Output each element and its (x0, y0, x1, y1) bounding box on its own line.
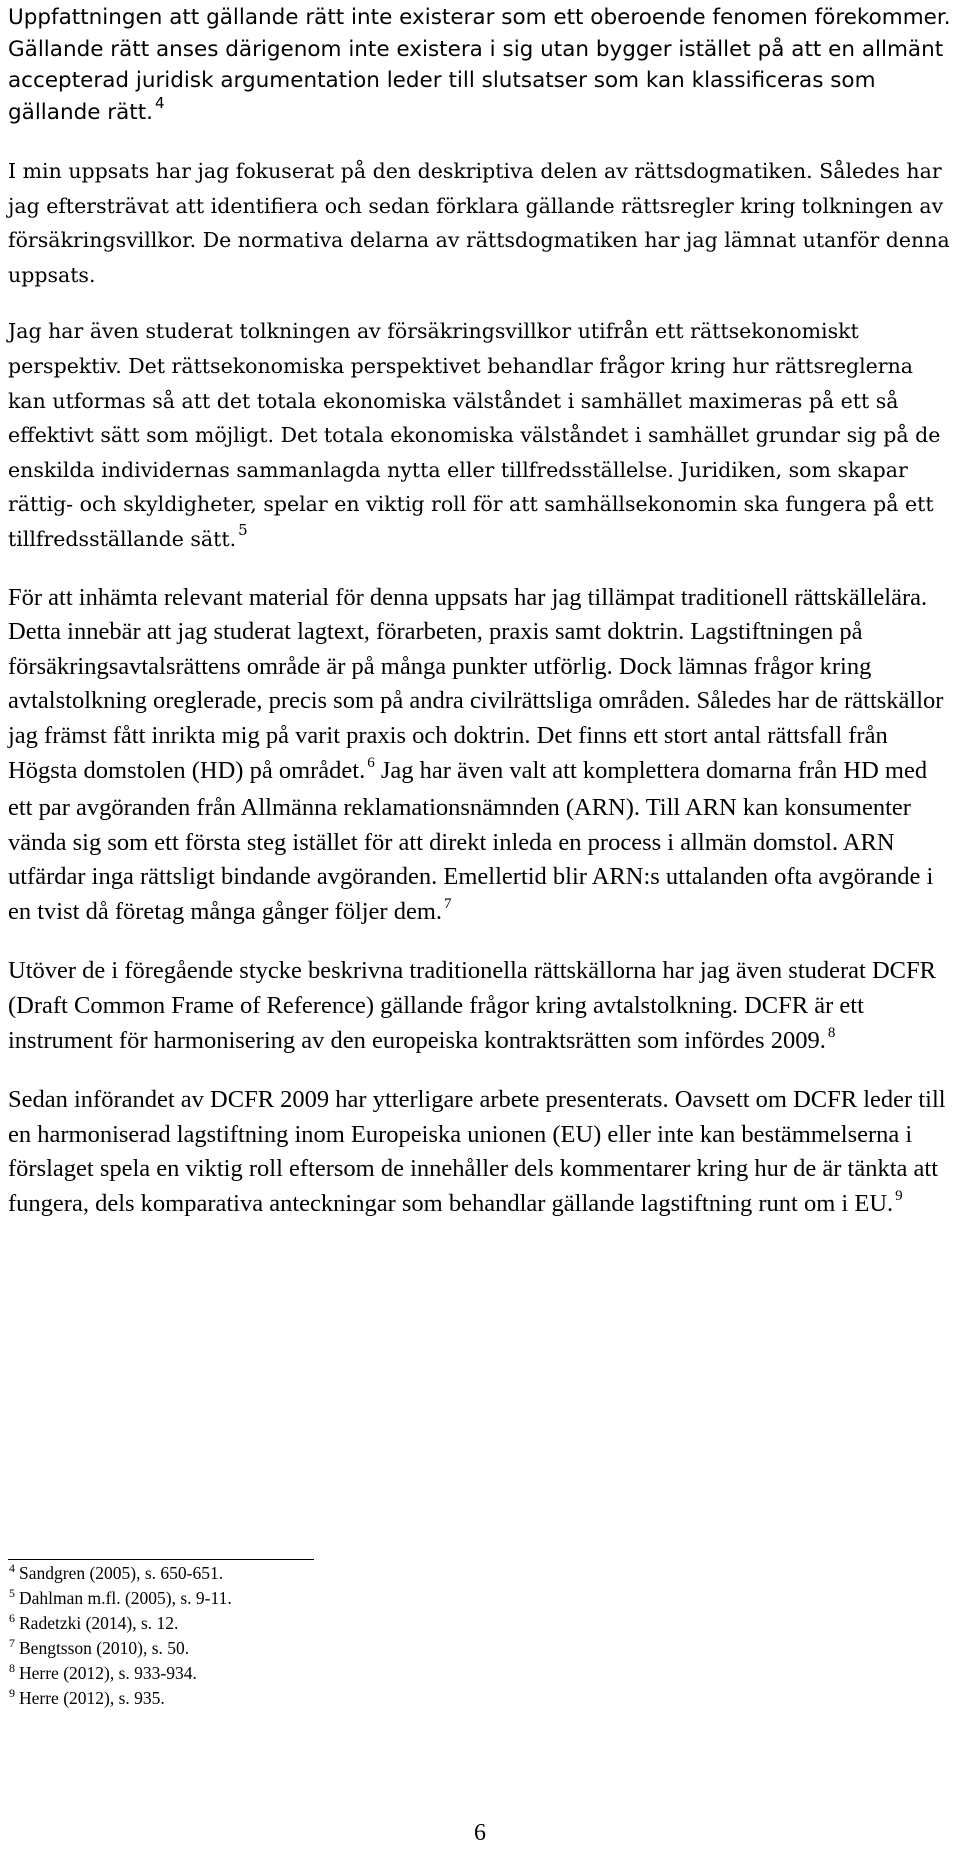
footnote-text: Bengtsson (2010), s. 50. (19, 1638, 190, 1658)
paragraph-text: I min uppsats har jag fokuserat på den deskriptiva delen av rättsdogmatiken. Således har jag eftersträvat att identifiera och sedan förklara gällande rättsregler kring tolkningen av försäkringsvillkor. De normativa delarna av rättsdogmatiken har jag lämnat utanför denna uppsats. (8, 159, 950, 287)
footnote-ref-4[interactable]: 4 (155, 93, 165, 112)
paragraph-law-economics (8, 314, 953, 558)
footnote-ref-8[interactable]: 8 (827, 1024, 836, 1041)
paragraph-legal-sources (8, 581, 953, 933)
footnote-number: 8 (9, 1661, 15, 1675)
paragraph-legal-positivism (8, 2, 953, 130)
paragraph-text: Utöver de i föregående stycke beskrivna traditionella rättskällorna har jag även studerat DCFR (Draft Common Frame of Reference) gällande frågor kring avtalstolkning. DCFR är ett instrument för harmonisering av den europeiska kontraktsrätten som infördes 2009. (8, 957, 936, 1054)
footnote-number: 4 (9, 1561, 15, 1575)
paragraph-text: Jag har även studerat tolkningen av försäkringsvillkor utifrån ett rättsekonomiskt perspektiv. Det rättsekonomiska perspektivet behandlar frågor kring hur rättsreglerna kan utformas så att det totala ekonomiska välståndet i samhället maximeras på ett så effektivt sätt som möjligt. Det totala ekonomiska välståndet i samhället grundar sig på de enskilda individernas sammanlagda nytta eller tillfredsställelse. Juridiken, som skapar rättig- och skyldigheter, spelar en viktig roll för att samhällsekonomin ska fungera på ett tillfredsställande sätt. (8, 319, 941, 551)
footnote-text: Herre (2012), s. 935. (19, 1688, 165, 1708)
paragraph-text: Sedan införandet av DCFR 2009 har ytterligare arbete presenterats. Oavsett om DCFR leder till en harmoniserad lagstiftning inom Europeiska unionen (EU) eller inte kan bestämmelserna i förslaget spela en viktig roll eftersom de innehåller dels kommentarer kring hur de är tänkta att fungera, dels komparativa anteckningar som behandlar gällande lagstiftning runt om i EU. (8, 1086, 946, 1218)
paragraph-text: Uppfattningen att gällande rätt inte existerar som ett oberoende fenomen förekommer. Gällande rätt anses därigenom inte existera i sig utan bygger istället på att en allmänt accepterad juridisk argumentation leder till slutsatser som kan klassificeras som gällande rätt. (8, 5, 951, 125)
footnote-number: 5 (9, 1586, 15, 1600)
footnote-8 (9, 1662, 609, 1687)
footnote-ref-5[interactable]: 5 (238, 520, 248, 539)
footnote-number: 9 (9, 1686, 15, 1700)
footnote-text: Sandgren (2005), s. 650-651. (19, 1563, 224, 1583)
footnote-text: Radetzki (2014), s. 12. (19, 1613, 179, 1633)
paragraph-text: För att inhämta relevant material för denna uppsats har jag tillämpat traditionell rättskällelära. Detta innebär att jag studerat lagtext, förarbeten, praxis samt doktrin. Lagstiftningen på försäkringsavtalsrättens område är på många punkter utförlig. Dock lämnas frågor kring avtalstolkning oreglerade, precis som på andra civilrättsliga områden. Således har de rättskällor jag främst fått inrikta mig på varit praxis och doktrin. Det finns ett stort antal rättsfall från Högsta domstolen (HD) på området. (8, 583, 944, 784)
footnote-ref-9[interactable]: 9 (895, 1188, 903, 1205)
footnote-list (9, 1562, 609, 1712)
footnote-ref-6[interactable]: 6 (367, 754, 375, 771)
footnote-9 (9, 1687, 609, 1712)
paragraph-descriptive-dogmatics (8, 154, 953, 292)
footnote-number: 6 (9, 1611, 15, 1625)
paragraph-dcfr-followup (8, 1083, 953, 1224)
footnote-text: Herre (2012), s. 933-934. (19, 1663, 197, 1683)
paragraph-text-continued: Jag har även valt att komplettera domarna från HD med ett par avgöranden från Allmänna reklamationsnämnden (ARN). Till ARN kan konsumenter vända sig som ett första steg istället för att direkt inleda en process i allmän domstol. ARN utfärdar inga rättsligt bindande avgöranden. Emellertid blir ARN:s uttalanden ofta avgörande i en tvist då företag många gånger följer dem. (8, 756, 934, 925)
footnote-4 (9, 1562, 609, 1587)
footnote-7 (9, 1637, 609, 1662)
footnote-ref-7[interactable]: 7 (444, 895, 452, 912)
paragraph-dcfr (8, 954, 953, 1061)
footnote-text: Dahlman m.fl. (2005), s. 9-11. (19, 1588, 232, 1608)
footnote-5 (9, 1587, 609, 1612)
footnote-separator (8, 1559, 314, 1560)
document-page (8, 2, 953, 1247)
footnote-number: 7 (9, 1636, 15, 1650)
page-number: 6 (474, 1820, 486, 1846)
footnote-6 (9, 1612, 609, 1637)
